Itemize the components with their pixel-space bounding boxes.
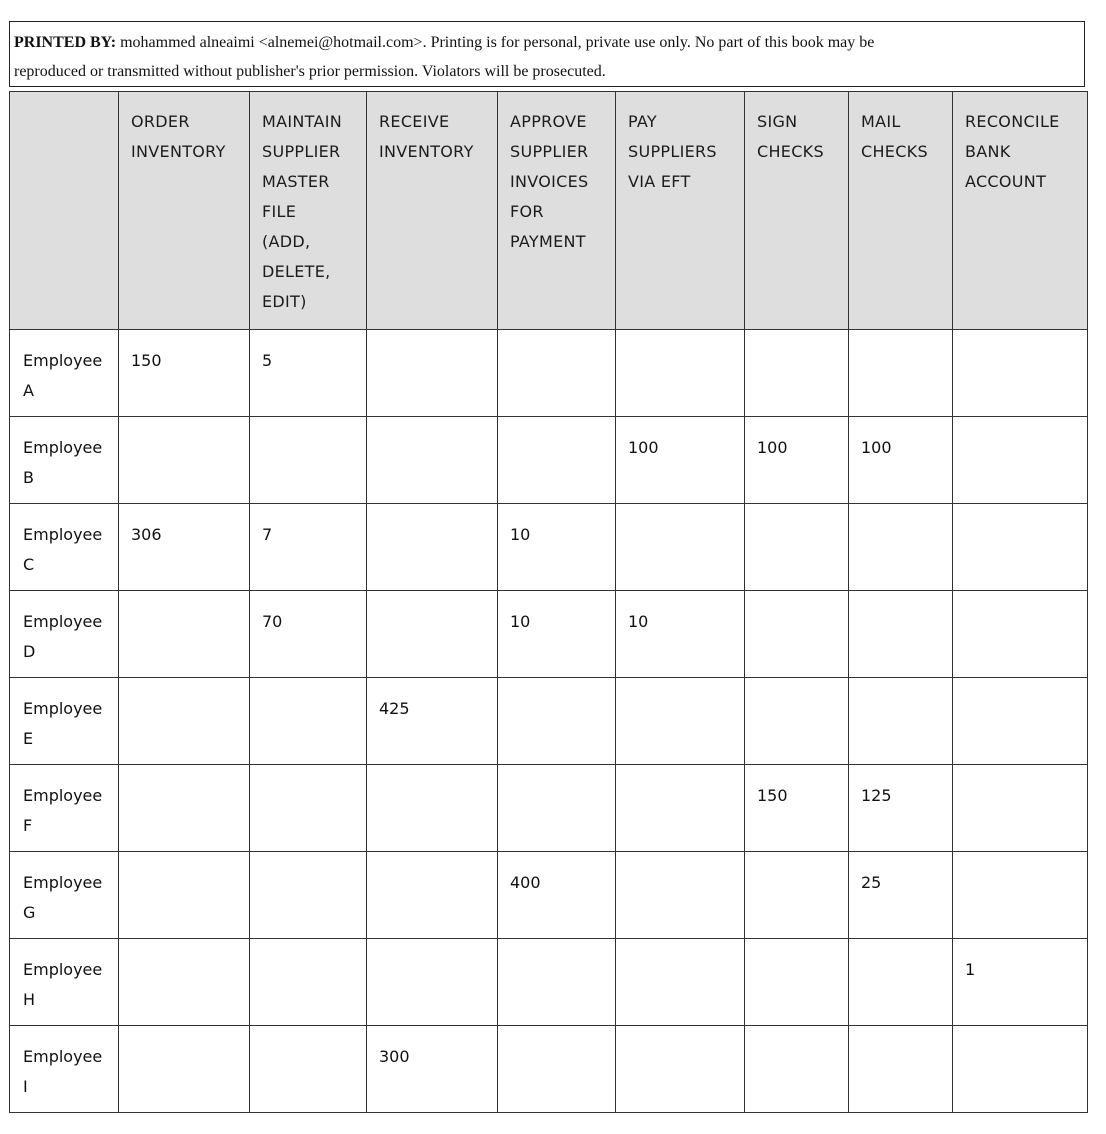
column-header-line: APPROVE	[510, 112, 587, 131]
cell-value	[367, 417, 497, 433]
cell-value	[250, 765, 366, 781]
table-cell	[498, 330, 616, 417]
employee-label-cell	[10, 765, 119, 852]
table-cell	[367, 852, 498, 939]
table-cell	[498, 939, 616, 1026]
cell-value: 400	[510, 873, 541, 892]
table-cell	[953, 591, 1088, 678]
cell-value: 150	[131, 351, 162, 370]
table-cell	[849, 591, 953, 678]
table-cell	[250, 939, 367, 1026]
employee-label-line: E	[23, 729, 34, 748]
column-header-line: CHECKS	[861, 142, 928, 161]
column-header-label	[498, 92, 615, 257]
table-cell	[745, 765, 849, 852]
column-header-label	[119, 92, 249, 167]
table-cell	[745, 591, 849, 678]
table-row	[10, 330, 1088, 417]
duties-table	[9, 91, 1088, 1113]
cell-value	[953, 591, 1087, 607]
cell-value	[953, 330, 1087, 346]
employee-label	[10, 939, 118, 1015]
column-header-line: RECONCILE	[965, 112, 1060, 131]
cell-value	[119, 939, 249, 955]
column-header-line: RECEIVE	[379, 112, 450, 131]
table-cell	[119, 1026, 250, 1113]
employee-label	[10, 765, 118, 841]
cell-value	[498, 678, 615, 694]
employee-label	[10, 591, 118, 667]
column-header-line: PAYMENT	[510, 232, 586, 251]
column-header-line: BANK	[965, 142, 1011, 161]
table-cell	[250, 417, 367, 504]
column-header	[498, 92, 616, 330]
table-cell	[616, 852, 745, 939]
cell-value	[745, 504, 848, 520]
print-notice	[9, 21, 1085, 87]
cell-value: 1	[965, 960, 976, 979]
table-cell	[250, 765, 367, 852]
employee-label-line: Employee	[23, 873, 103, 892]
corner-cell	[10, 92, 119, 330]
column-header-line: MASTER	[262, 172, 330, 191]
column-header-line: (ADD,	[262, 232, 311, 251]
column-header-line: MAINTAIN	[262, 112, 343, 131]
header-row	[10, 92, 1088, 330]
column-header	[953, 92, 1088, 330]
employee-label-cell	[10, 1026, 119, 1113]
employee-label-cell	[10, 852, 119, 939]
employee-label-cell	[10, 591, 119, 678]
table-cell	[849, 504, 953, 591]
table-cell	[849, 765, 953, 852]
table-cell	[616, 939, 745, 1026]
table-cell	[119, 504, 250, 591]
column-header-line: SUPPLIER	[262, 142, 341, 161]
table-cell	[849, 852, 953, 939]
table-row	[10, 939, 1088, 1026]
column-header-line: VIA EFT	[628, 172, 691, 191]
table-cell	[498, 678, 616, 765]
cell-value	[849, 504, 952, 520]
cell-value: 100	[628, 438, 659, 457]
cell-value	[498, 939, 615, 955]
employee-label-line: Employee	[23, 612, 103, 631]
column-header	[745, 92, 849, 330]
cell-value	[849, 939, 952, 955]
cell-value	[953, 1026, 1087, 1042]
column-header-line: DELETE,	[262, 262, 331, 281]
column-header-line: ACCOUNT	[965, 172, 1047, 191]
cell-value	[498, 1026, 615, 1042]
employee-label-cell	[10, 504, 119, 591]
table-cell	[616, 591, 745, 678]
cell-value	[849, 678, 952, 694]
cell-value	[953, 678, 1087, 694]
table-cell	[953, 504, 1088, 591]
cell-value: 125	[861, 786, 892, 805]
cell-value	[953, 417, 1087, 433]
table-cell	[953, 765, 1088, 852]
column-header-line: FOR	[510, 202, 544, 221]
table-cell	[119, 591, 250, 678]
table-cell	[119, 852, 250, 939]
table-cell	[953, 1026, 1088, 1113]
column-header	[119, 92, 250, 330]
cell-value	[250, 852, 366, 868]
cell-value: 100	[757, 438, 788, 457]
table-cell	[367, 330, 498, 417]
column-header-line: SUPPLIERS	[628, 142, 717, 161]
table-cell	[498, 417, 616, 504]
table-row	[10, 417, 1088, 504]
table-row	[10, 591, 1088, 678]
notice-line-2: reproduced or transmitted without publisher's prior permission. Violators will be prosecuted.	[14, 63, 606, 80]
table-row	[10, 504, 1088, 591]
column-header-line: CHECKS	[757, 142, 824, 161]
employee-label-line: Employee	[23, 699, 103, 718]
cell-value	[745, 678, 848, 694]
cell-value	[953, 504, 1087, 520]
table-cell	[745, 330, 849, 417]
employee-label	[10, 678, 118, 754]
cell-value	[119, 678, 249, 694]
column-header	[367, 92, 498, 330]
cell-value: 10	[510, 612, 531, 631]
cell-value	[367, 330, 497, 346]
table-cell	[616, 330, 745, 417]
cell-value	[250, 1026, 366, 1042]
employee-label-line: Employee	[23, 786, 103, 805]
employee-label-line: F	[23, 816, 33, 835]
employee-label	[10, 417, 118, 493]
employee-label-line: B	[23, 468, 34, 487]
column-header-line: SUPPLIER	[510, 142, 589, 161]
table-cell	[616, 678, 745, 765]
table-cell	[849, 1026, 953, 1113]
table-cell	[250, 678, 367, 765]
table-cell	[367, 591, 498, 678]
cell-value	[367, 852, 497, 868]
column-header-label	[367, 92, 497, 167]
table-cell	[498, 504, 616, 591]
table-cell	[250, 330, 367, 417]
employee-label-line: Employee	[23, 960, 103, 979]
table-cell	[745, 1026, 849, 1113]
table-cell	[616, 417, 745, 504]
cell-value	[119, 765, 249, 781]
table-cell	[745, 678, 849, 765]
table-cell	[745, 852, 849, 939]
cell-value	[367, 591, 497, 607]
cell-value	[616, 330, 744, 346]
cell-value	[745, 1026, 848, 1042]
employee-label	[10, 1026, 118, 1102]
employee-label	[10, 330, 118, 406]
cell-value	[849, 1026, 952, 1042]
table-cell	[119, 765, 250, 852]
column-header-label	[849, 92, 952, 167]
cell-value	[498, 330, 615, 346]
table-cell	[119, 678, 250, 765]
table-cell	[498, 852, 616, 939]
cell-value: 70	[262, 612, 283, 631]
column-header-line: EDIT)	[262, 292, 307, 311]
table-row	[10, 765, 1088, 852]
column-header	[849, 92, 953, 330]
table-cell	[250, 852, 367, 939]
employee-label-line: H	[23, 990, 36, 1009]
column-header-line: ORDER	[131, 112, 190, 131]
table-cell	[498, 765, 616, 852]
cell-value	[367, 939, 497, 955]
employee-label-cell	[10, 939, 119, 1026]
employee-label-cell	[10, 330, 119, 417]
cell-value: 300	[379, 1047, 410, 1066]
table-row	[10, 852, 1088, 939]
cell-value	[849, 591, 952, 607]
table-cell	[745, 417, 849, 504]
employee-label-line: A	[23, 381, 34, 400]
notice-text-1: mohammed alneaimi <alnemei@hotmail.com>. Printing is for personal, private use only. No part of this book may be	[120, 34, 875, 51]
table-cell	[616, 1026, 745, 1113]
employee-label	[10, 504, 118, 580]
table-cell	[250, 591, 367, 678]
column-header-label	[745, 92, 848, 167]
cell-value: 10	[510, 525, 531, 544]
employee-label-line: I	[23, 1077, 28, 1096]
cell-value: 425	[379, 699, 410, 718]
table-cell	[953, 852, 1088, 939]
employee-label-line: D	[23, 642, 36, 661]
cell-value	[616, 504, 744, 520]
cell-value: 25	[861, 873, 882, 892]
cell-value: 306	[131, 525, 162, 544]
cell-value	[119, 852, 249, 868]
cell-value	[119, 591, 249, 607]
employee-label-line: Employee	[23, 1047, 103, 1066]
table-cell	[367, 1026, 498, 1113]
column-header-line: INVENTORY	[379, 142, 474, 161]
table-cell	[953, 330, 1088, 417]
cell-value	[745, 591, 848, 607]
table-cell	[367, 678, 498, 765]
table-cell	[616, 765, 745, 852]
table-cell	[498, 591, 616, 678]
table-cell	[745, 504, 849, 591]
column-header-label	[953, 92, 1087, 197]
cell-value	[367, 765, 497, 781]
cell-value: 100	[861, 438, 892, 457]
employee-label-line: Employee	[23, 438, 103, 457]
employee-label-line: G	[23, 903, 36, 922]
table-row	[10, 678, 1088, 765]
cell-value	[498, 765, 615, 781]
table-cell	[953, 417, 1088, 504]
cell-value	[250, 417, 366, 433]
employee-label-line: C	[23, 555, 35, 574]
table-cell	[849, 939, 953, 1026]
table-row	[10, 1026, 1088, 1113]
table-cell	[849, 417, 953, 504]
cell-value	[745, 939, 848, 955]
cell-value	[745, 852, 848, 868]
employee-label-line: Employee	[23, 351, 103, 370]
notice-line-1	[14, 28, 1084, 57]
table-cell	[953, 678, 1088, 765]
column-header-label	[616, 92, 744, 197]
column-header-line: INVENTORY	[131, 142, 226, 161]
table-cell	[119, 330, 250, 417]
table-cell	[119, 939, 250, 1026]
table-cell	[119, 417, 250, 504]
table-cell	[367, 504, 498, 591]
notice-label: PRINTED BY:	[14, 34, 117, 51]
cell-value	[616, 678, 744, 694]
table-cell	[849, 330, 953, 417]
employee-label	[10, 852, 118, 928]
table-cell	[367, 765, 498, 852]
column-header	[616, 92, 745, 330]
table-cell	[250, 1026, 367, 1113]
cell-value	[367, 504, 497, 520]
column-header-line: FILE	[262, 202, 297, 221]
column-header-line: MAIL	[861, 112, 901, 131]
column-header-line: SIGN	[757, 112, 798, 131]
employee-label-cell	[10, 678, 119, 765]
table-cell	[367, 939, 498, 1026]
table-cell	[953, 939, 1088, 1026]
employee-label-line: Employee	[23, 525, 103, 544]
cell-value: 10	[628, 612, 649, 631]
cell-value	[616, 852, 744, 868]
column-header-line: PAY	[628, 112, 658, 131]
column-header-label	[250, 92, 366, 317]
table-cell	[498, 1026, 616, 1113]
column-header-line: INVOICES	[510, 172, 589, 191]
cell-value	[953, 765, 1087, 781]
cell-value	[616, 1026, 744, 1042]
cell-value	[745, 330, 848, 346]
table-cell	[250, 504, 367, 591]
table-cell	[616, 504, 745, 591]
cell-value	[250, 678, 366, 694]
cell-value	[119, 417, 249, 433]
column-header	[250, 92, 367, 330]
cell-value	[953, 852, 1087, 868]
employee-label-cell	[10, 417, 119, 504]
cell-value: 5	[262, 351, 273, 370]
table-cell	[367, 417, 498, 504]
cell-value	[616, 939, 744, 955]
table-cell	[745, 939, 849, 1026]
table-body	[10, 330, 1088, 1113]
cell-value	[849, 330, 952, 346]
cell-value: 7	[262, 525, 273, 544]
cell-value	[616, 765, 744, 781]
table-cell	[849, 678, 953, 765]
cell-value	[119, 1026, 249, 1042]
cell-value	[498, 417, 615, 433]
cell-value: 150	[757, 786, 788, 805]
cell-value	[250, 939, 366, 955]
